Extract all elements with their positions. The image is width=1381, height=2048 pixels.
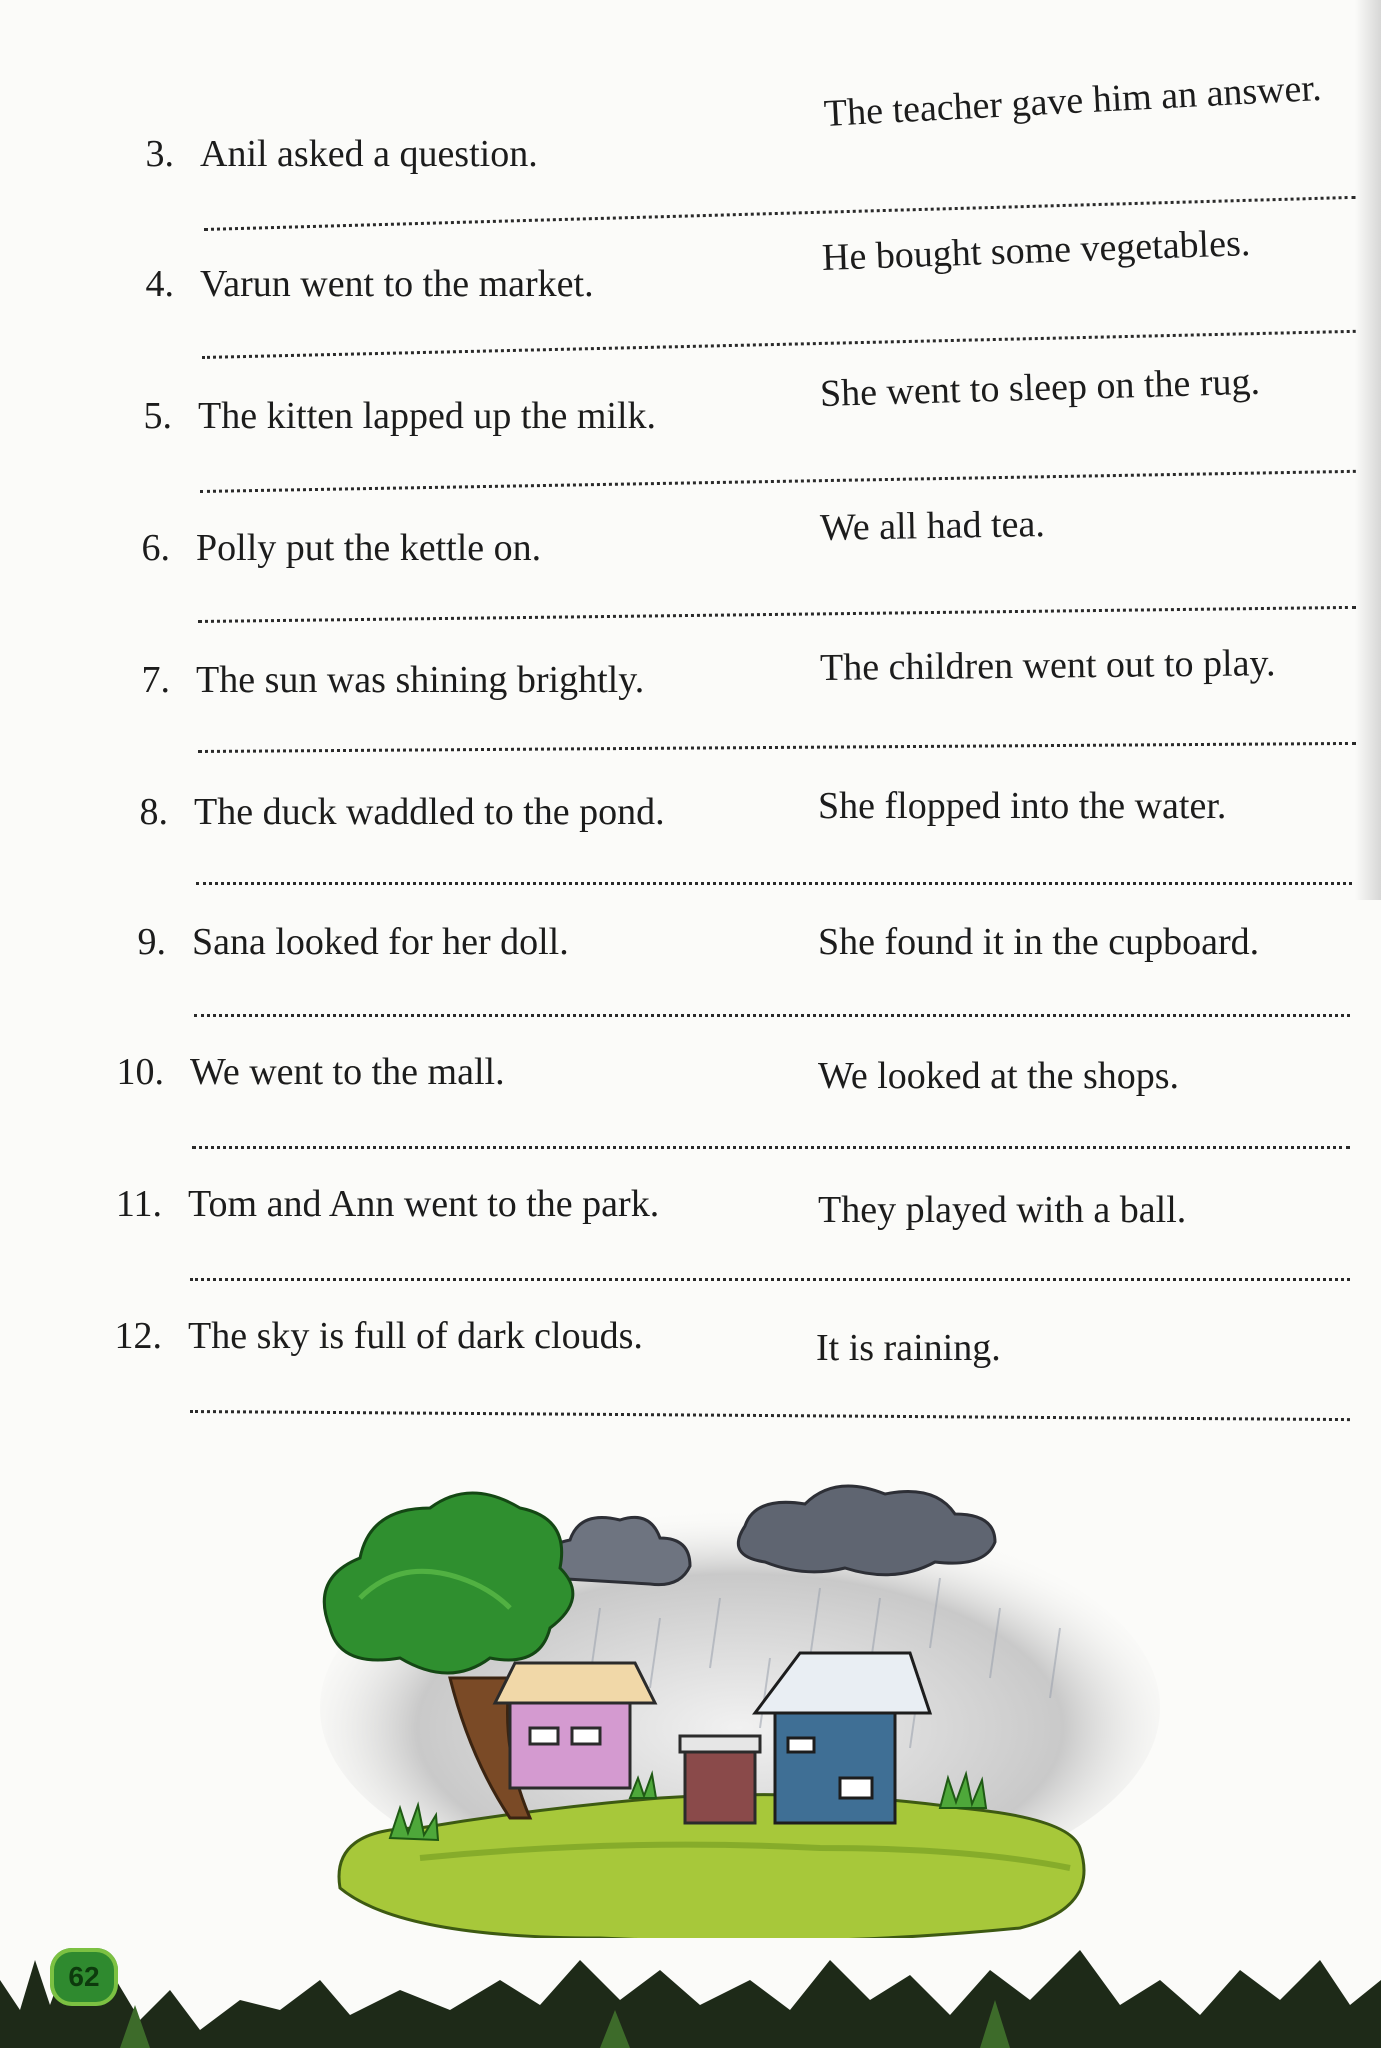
- exercise-answer: She flopped into the water.: [818, 785, 1227, 827]
- exercise-sentence: Varun went to the market.: [200, 263, 594, 305]
- exercise-row: [0, 1314, 1381, 1446]
- exercise-sentence: Anil asked a question.: [200, 133, 538, 175]
- exercise-answer: She found it in the cupboard.: [818, 921, 1260, 963]
- exercise-number: 9.: [137, 921, 166, 963]
- exercise-row: [0, 642, 1381, 790]
- exercise-row: [0, 1182, 1381, 1314]
- exercise-row: [0, 360, 1381, 526]
- exercise-answer: They played with a ball.: [818, 1189, 1187, 1231]
- exercise-answer: It is raining.: [816, 1327, 1001, 1369]
- exercise-row: [0, 503, 1381, 658]
- exercise-answer: We all had tea.: [819, 503, 1046, 549]
- pink-house-icon: [495, 1663, 655, 1788]
- exercise-answer: The teacher gave him an answer.: [822, 66, 1323, 135]
- answer-line[interactable]: [190, 1410, 1350, 1421]
- answer-line[interactable]: [192, 1146, 1350, 1149]
- exercise-number: 8.: [139, 791, 168, 833]
- exercise-answer: She went to sleep on the rug.: [819, 360, 1261, 415]
- page-number-badge: 62: [50, 1948, 118, 2006]
- exercise-number: 5.: [143, 395, 172, 437]
- exercise-sentence: Tom and Ann went to the park.: [188, 1183, 660, 1225]
- exercise-number: 6.: [141, 527, 170, 569]
- exercise-sentence: The sun was shining brightly.: [196, 659, 645, 701]
- answer-line[interactable]: [194, 1014, 1350, 1017]
- dark-cloud-icon: [738, 1486, 995, 1575]
- exercise-number: 12.: [114, 1315, 162, 1357]
- exercise-number: 7.: [141, 659, 170, 701]
- exercise-number: 11.: [115, 1183, 162, 1225]
- answer-line[interactable]: [200, 470, 1356, 493]
- exercise-answer: The children went out to play.: [819, 642, 1276, 689]
- exercise-number: 4.: [145, 263, 174, 305]
- exercise-sentence: The kitten lapped up the milk.: [198, 395, 657, 437]
- grass-border-decoration: [0, 1920, 1381, 2048]
- exercise-row: [0, 785, 1381, 922]
- answer-line[interactable]: [198, 606, 1356, 623]
- exercise-sentence: We went to the mall.: [190, 1051, 505, 1093]
- exercise-row: [0, 920, 1381, 1052]
- answer-line[interactable]: [190, 1278, 1350, 1281]
- exercise-row: [0, 1050, 1381, 1182]
- exercise-answer: He bought some vegetables.: [821, 222, 1251, 279]
- rainy-village-illustration: [300, 1478, 1180, 1938]
- exercise-sentence: Sana looked for her doll.: [192, 921, 569, 963]
- answer-line[interactable]: [198, 742, 1356, 753]
- exercise-number: 10.: [116, 1051, 164, 1093]
- exercise-answer: We looked at the shops.: [818, 1055, 1180, 1097]
- exercise-sentence: The sky is full of dark clouds.: [188, 1315, 643, 1357]
- shed-icon: [680, 1736, 760, 1823]
- answer-line[interactable]: [196, 882, 1352, 885]
- exercise-sentence: Polly put the kettle on.: [196, 527, 542, 569]
- answer-line[interactable]: [202, 330, 1356, 359]
- exercise-number: 3.: [145, 133, 174, 175]
- exercise-sentence: The duck waddled to the pond.: [194, 791, 665, 833]
